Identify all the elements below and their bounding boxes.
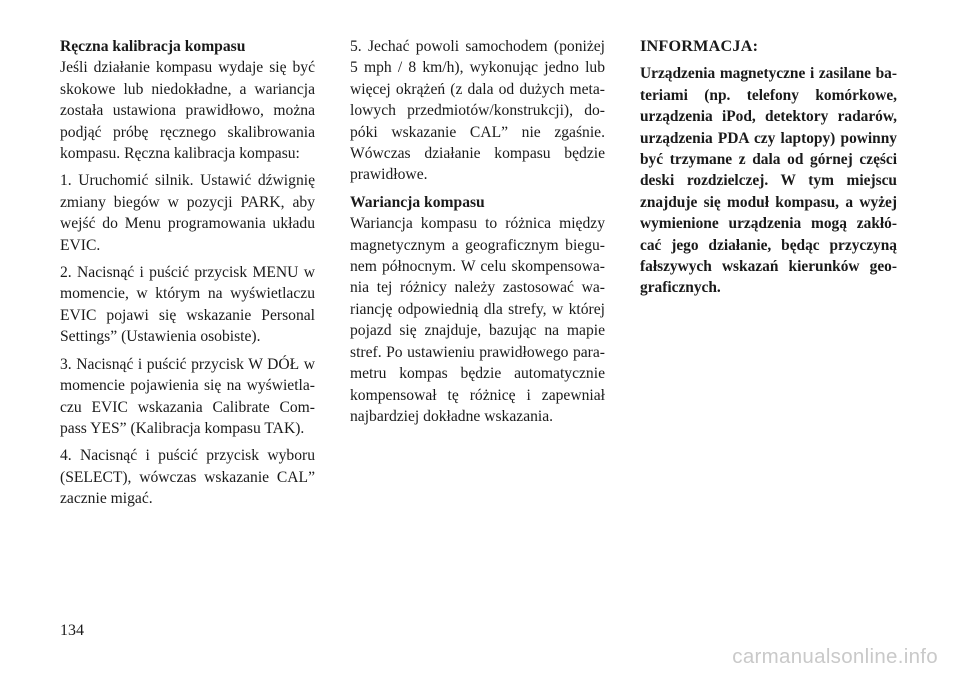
left-column [60, 36, 315, 516]
page-number: 134 [60, 622, 84, 639]
calibration-step-5: 5. Jechać powoli samochodem (poniżej 5 mph / 8 km/h), wykonując jedno lub więcej okrążeń (z dala od dużych meta-lowych przedmiotów/konstrukcji), do-póki wskazanie CAL” nie zgaśnie. Wówczas działanie kompasu będzie prawidłowe. [350, 38, 605, 184]
right-column [640, 36, 897, 305]
manual-calibration-heading: Ręczna kalibracja kompasu [60, 38, 246, 55]
compass-variance-heading: Wariancja kompasu [350, 193, 485, 211]
manual-calibration-intro: Jeśli działanie kompasu wydaje się być skokowe lub niedokładne, a wariancja została ustawiona prawidłowo, można podjąć próbę ręcznego skalibrowania kompasu. Ręczna kalibracja kompasu: [60, 59, 315, 163]
calibration-step-3: 3. Nacisnąć i puścić przycisk W DÓŁ w momencie pojawienia się na wyświetla-czu EVIC wskazania Calibrate Com-pass YES” (Kalibracja kompasu TAK). [60, 355, 315, 437]
calibration-step-1: 1. Uruchomić silnik. Ustawić dźwignię zmiany biegów w pozycji PARK, aby wejść do Menu programowania układu EVIC. [60, 172, 315, 254]
calibration-step-4: 4. Nacisnąć i puścić przycisk wyboru (SELECT), wówczas wskazanie CAL” zacznie migać. [60, 447, 315, 508]
calibration-step-2: 2. Nacisnąć i puścić przycisk MENU w momencie, w którym na wyświetlaczu EVIC pojawi się wskazanie Personal Settings” (Ustawienia osobiste). [60, 264, 315, 346]
compass-variance-section [350, 192, 605, 427]
middle-column [350, 36, 605, 433]
note-title: INFORMACJA: [640, 37, 759, 55]
watermark: carmanualsonline.info [732, 645, 938, 668]
note-body: Urządzenia magnetyczne i zasilane ba-teriami (np. telefony komórkowe, urządzenia iPod, detektory radarów, urządzenia PDA czy laptopy) powinny być trzymane z dala od górnej części deski rozdzielczej. W tym miejscu znajduje się moduł kompasu, a wyżej wymienione urządzenia mogą zakłó-cać jego działanie, będąc przyczyną fałszywych wskazań kierunków geo-graficznych. [640, 65, 897, 297]
manual-calibration-section [60, 36, 315, 164]
compass-variance-body: Wariancja kompasu to różnica między magnetycznym a geograficznym biegu-nem północnym. W celu skompensowa-nia tej różnicy należy zastosować wa-riancję odpowiednią dla strefy, w której pojazd się znajduje, bazując na mapie stref. Po ustawieniu prawidłowego para-metru kompas będzie automatycznie kompensował tę różnicę i zapewniał najbardziej dokładne wskazania. [350, 215, 605, 425]
